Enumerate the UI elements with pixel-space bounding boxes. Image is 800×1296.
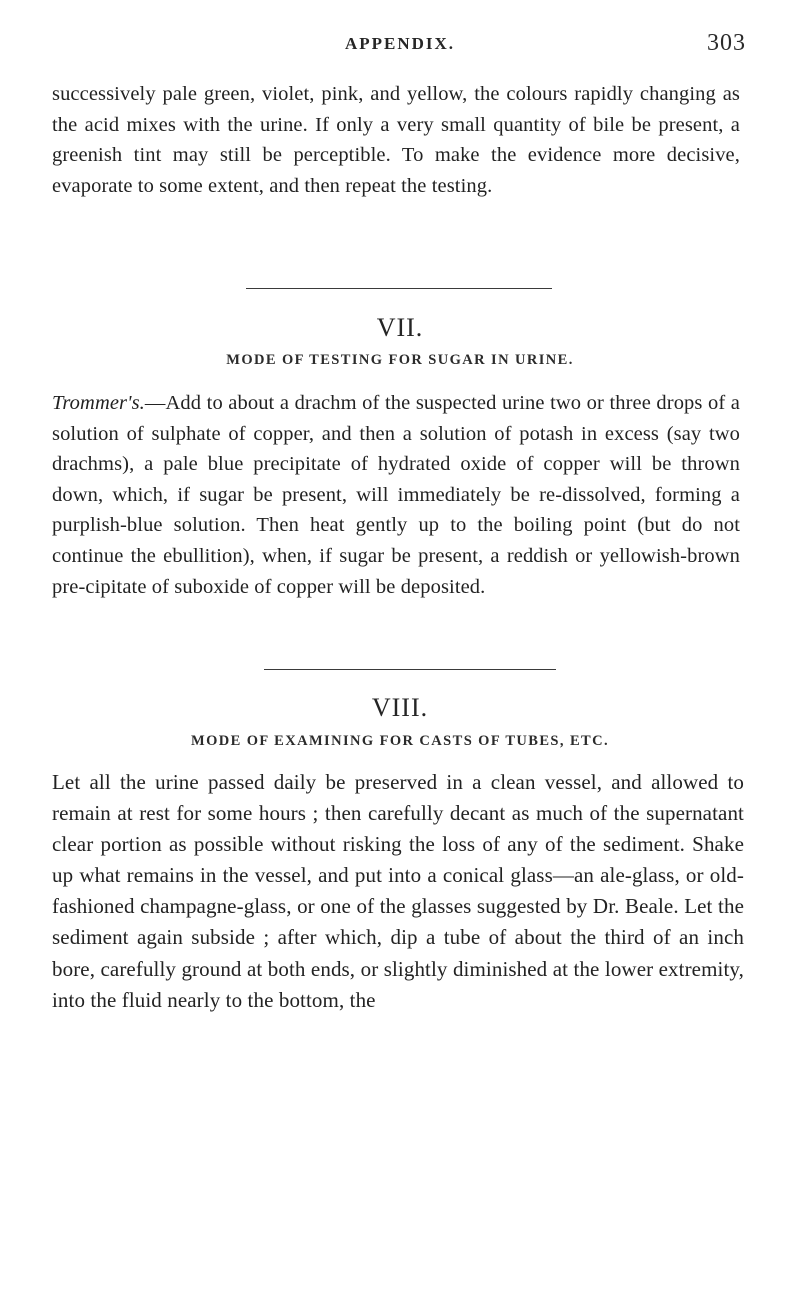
section-divider-rule — [246, 288, 552, 289]
running-head-title: APPENDIX. — [344, 34, 456, 53]
paragraph-casts-examination: Let all the urine passed daily be preserved in a clean vessel, and allowed to remain at rest for some hours ; then carefully decant as much of the supernatant clear portion as possible without risking the loss of any of the sediment. Shake up what remains in the vessel, and put into a conical glass—an ale-glass, or old-fashioned champagne-glass, or one of the glasses suggested by Dr. Beale. Let the sediment again subside ; after which, dip a tube of about the third of an inch bore, carefully ground at both ends, or slightly diminished at the lower extremity, into the fluid nearly to the bottom, the — [52, 770, 744, 1012]
section-number-viii: VIII. — [371, 693, 429, 722]
trommer-test-text: —Add to about a drachm of the suspected urine two or three drops of a solution of sulphate of copper, and then a solution of potash in excess (say two drachms), a pale blue precipitate of hydrated oxide of copper will be thrown down, which, if sugar be present, will immediately be re-dissolved, forming a purplish-blue solution. Then heat gently up to the boiling point (but do not continue the ebullition), when, if sugar be present, a reddish or yellowish-brown pre-cipitate of suboxide of copper will be deposited. — [52, 392, 740, 598]
section-title-sugar-testing: MODE OF TESTING FOR SUGAR IN URINE. — [226, 352, 574, 368]
paragraph-bile-test-continuation: successively pale green, violet, pink, and yellow, the colours rapidly changing as the acid mixes with the urine. If only a very small quantity of bile be present, a greenish tint may still be perceptible. To make the evidence more decisive, evaporate to some extent, and then repeat the testing. — [52, 83, 740, 197]
running-head — [0, 30, 800, 60]
section-divider-rule — [264, 669, 556, 670]
paragraph-trommer-test — [52, 388, 740, 602]
page-number: 303 — [707, 30, 746, 56]
section-number-vii: VII. — [376, 313, 424, 342]
trommer-lead-term: Trommer's. — [52, 392, 145, 414]
section-title-casts-examination: MODE OF EXAMINING FOR CASTS OF TUBES, ETC. — [191, 733, 609, 749]
